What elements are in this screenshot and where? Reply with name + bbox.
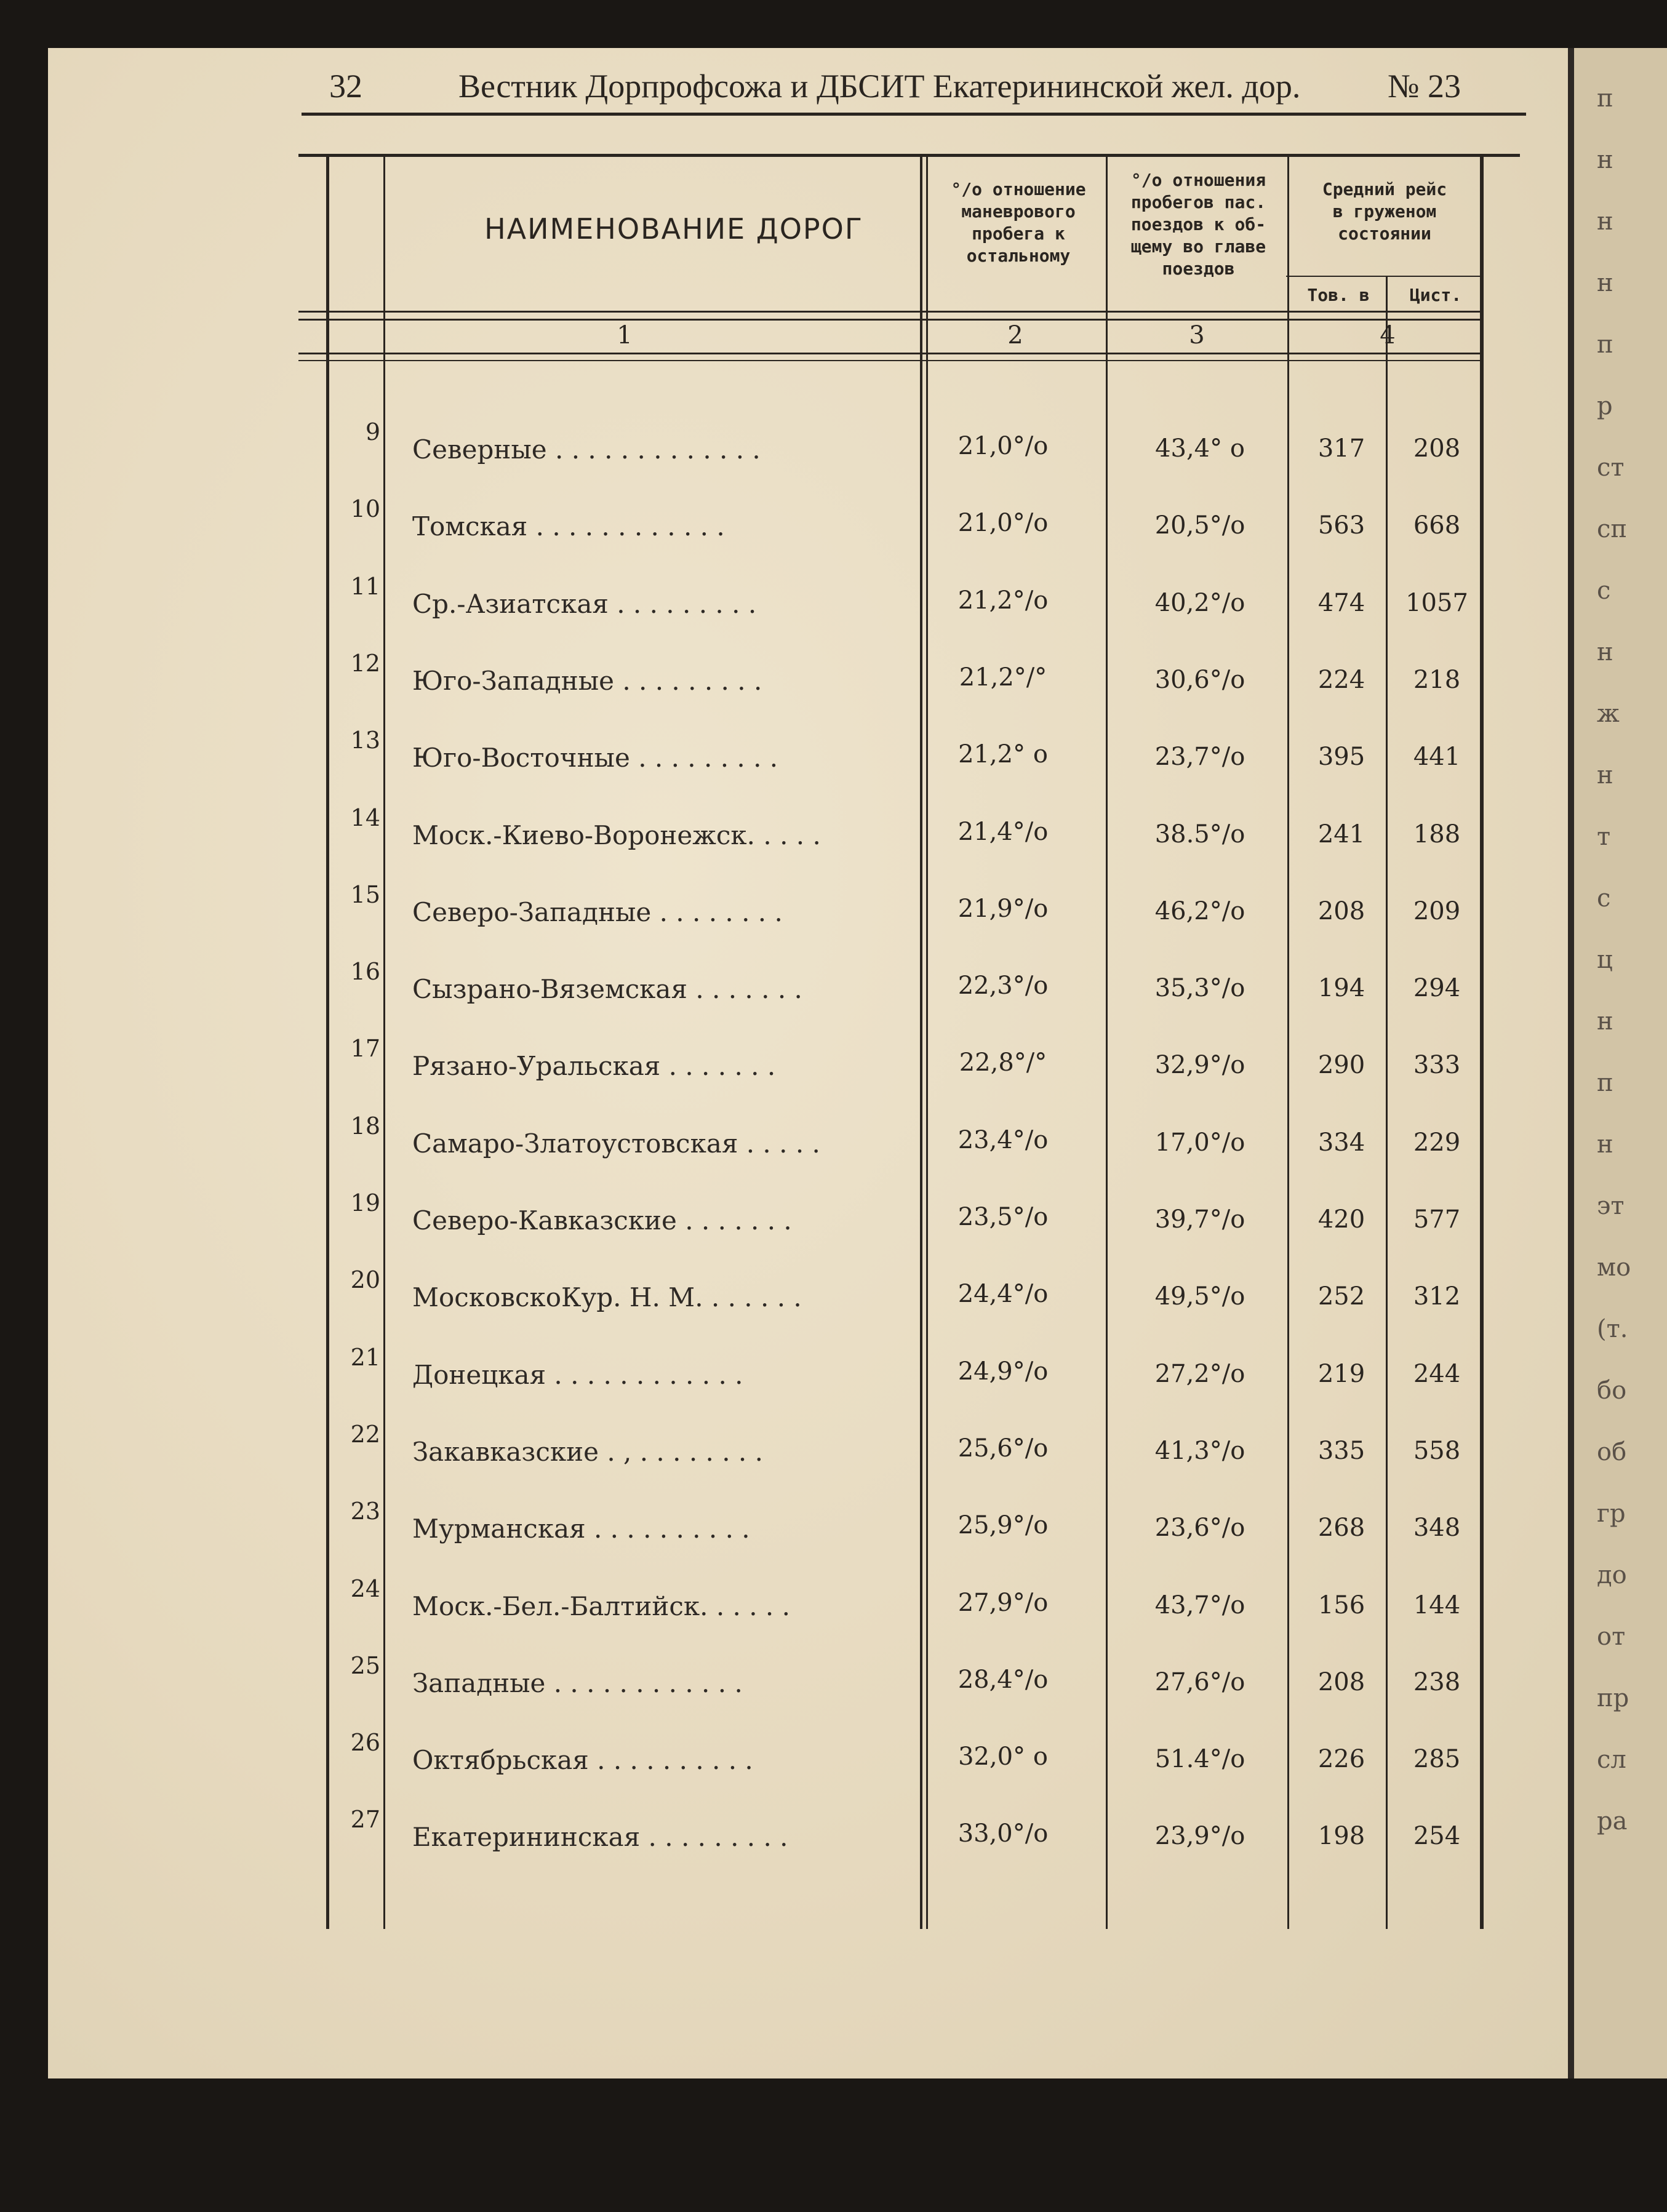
colnum-rule-2 — [298, 360, 1483, 361]
shunting-ratio: 21,2° о — [958, 740, 1048, 769]
spine-fragment: эт — [1597, 1192, 1625, 1220]
avg-trip-goods: 420 — [1317, 1205, 1365, 1234]
spine-fragment: до — [1597, 1561, 1627, 1589]
avg-trip-goods: 563 — [1317, 511, 1365, 540]
shunting-ratio: 24,9°/о — [957, 1357, 1049, 1386]
avg-trip-goods: 208 — [1317, 1667, 1365, 1696]
shunting-ratio: 33,0°/о — [957, 1819, 1049, 1848]
avg-trip-goods: 268 — [1317, 1514, 1365, 1543]
row-number: 21 — [350, 1343, 380, 1371]
row-number: 16 — [350, 958, 380, 986]
shunting-ratio: 21,0°/о — [957, 432, 1049, 460]
table-row — [0, 881, 1482, 958]
avg-trip-tank: 209 — [1413, 896, 1461, 925]
passenger-ratio: 32,9°/о — [1154, 1051, 1245, 1080]
passenger-ratio: 27,6°/о — [1154, 1667, 1245, 1696]
row-number: 14 — [350, 804, 380, 831]
road-name: Ср.-Азиатская . . . . . . . . . — [412, 588, 757, 619]
table-row — [0, 804, 1482, 881]
table-row — [0, 1498, 1482, 1575]
passenger-ratio: 20,5°/о — [1154, 511, 1245, 540]
passenger-ratio: 23,9°/о — [1154, 1822, 1245, 1851]
passenger-ratio: 43,7°/о — [1154, 1591, 1245, 1619]
passenger-ratio: 38.5°/о — [1154, 820, 1245, 848]
spine-fragment: п — [1597, 330, 1613, 359]
avg-trip-tank: 333 — [1413, 1051, 1461, 1080]
passenger-ratio: 27,2°/о — [1154, 1359, 1245, 1388]
header-rule — [302, 113, 1526, 116]
column-header-3-line: поездов к об- — [1130, 214, 1266, 234]
avg-trip-tank: 441 — [1413, 743, 1461, 772]
road-name: Северо-Западные . . . . . . . . — [412, 896, 783, 927]
avg-trip-tank: 144 — [1413, 1591, 1461, 1619]
road-name: Северные . . . . . . . . . . . . . — [412, 434, 761, 465]
row-number: 10 — [350, 495, 380, 523]
passenger-ratio: 39,7°/о — [1154, 1205, 1245, 1234]
table-row — [0, 418, 1482, 495]
row-number: 19 — [350, 1189, 380, 1216]
table-row — [0, 650, 1482, 727]
colnum-rule-1 — [298, 353, 1483, 354]
row-number: 23 — [350, 1498, 380, 1525]
passenger-ratio: 49,5°/о — [1154, 1282, 1245, 1311]
avg-trip-tank: 294 — [1413, 974, 1461, 1003]
spine-fragment: ж — [1597, 700, 1620, 728]
row-number: 9 — [365, 418, 380, 445]
row-number: 11 — [350, 572, 380, 600]
avg-trip-goods: 334 — [1317, 1128, 1365, 1157]
avg-trip-goods: 241 — [1317, 820, 1365, 848]
avg-trip-goods: 208 — [1317, 896, 1365, 925]
spine-fragment: т — [1597, 823, 1611, 851]
avg-trip-tank: 558 — [1413, 1436, 1461, 1465]
header-rule-2 — [298, 319, 1483, 321]
column-number-1: 1 — [617, 321, 633, 349]
avg-trip-goods: 226 — [1317, 1745, 1365, 1774]
spine-fragment: ра — [1597, 1807, 1628, 1835]
row-number: 12 — [350, 649, 380, 677]
road-name: Моск.-Бел.-Балтийск. . . . . . — [412, 1591, 790, 1621]
column-header-4-line: состоянии — [1338, 223, 1431, 244]
spine-fragment: р — [1597, 392, 1613, 420]
passenger-ratio: 40,2°/о — [1154, 588, 1245, 617]
shunting-ratio: 21,0°/о — [957, 509, 1049, 538]
column-header-4 — [1289, 178, 1480, 245]
road-name: Самаро-Златоустовская . . . . . — [412, 1128, 820, 1159]
road-name: Октябрьская . . . . . . . . . . — [412, 1745, 753, 1776]
avg-trip-tank: 244 — [1413, 1359, 1461, 1388]
shunting-ratio: 23,4°/о — [957, 1125, 1049, 1154]
column-header-4-line: в груженом — [1332, 201, 1437, 222]
road-name: Юго-Восточные . . . . . . . . . — [412, 743, 778, 773]
passenger-ratio: 35,3°/о — [1154, 974, 1245, 1003]
header-rule-1 — [298, 311, 1483, 313]
spine-fragment: н — [1597, 207, 1613, 236]
avg-trip-tank: 348 — [1413, 1514, 1461, 1543]
shunting-ratio: 28,4°/о — [957, 1665, 1049, 1694]
spine-fragment: н — [1597, 269, 1613, 297]
table-row — [0, 1189, 1482, 1266]
col4-sub-rule — [1286, 276, 1483, 277]
table-row — [0, 1575, 1482, 1652]
road-name: Томская . . . . . . . . . . . . — [412, 511, 725, 542]
spine-fragment: ц — [1597, 946, 1613, 974]
shunting-ratio: 21,2°/о — [957, 586, 1049, 615]
column-number-4: 4 — [1380, 321, 1396, 349]
row-number: 25 — [350, 1651, 380, 1679]
table-row — [0, 573, 1482, 650]
avg-trip-goods: 335 — [1317, 1436, 1365, 1465]
spine-fragment: пр — [1597, 1684, 1629, 1712]
spine-fragment: н — [1597, 1130, 1613, 1159]
column-header-name: НАИМЕНОВАНИЕ ДОРОГ — [484, 212, 863, 246]
spine-fragment: об — [1597, 1438, 1627, 1466]
passenger-ratio: 41,3°/о — [1154, 1436, 1245, 1465]
road-name: Северо-Кавказские . . . . . . . — [412, 1205, 792, 1236]
avg-trip-tank: 218 — [1413, 665, 1461, 694]
row-number: 22 — [350, 1420, 380, 1448]
road-name: Закавказские . , . . . . . . . . — [412, 1436, 763, 1467]
spine-fragment: п — [1597, 1069, 1613, 1097]
page-number: 32 — [329, 68, 362, 105]
shunting-ratio: 24,4°/о — [957, 1280, 1049, 1309]
spine-fragment: сл — [1597, 1746, 1626, 1774]
avg-trip-tank: 188 — [1413, 820, 1461, 848]
spine-fragment: мо — [1597, 1253, 1631, 1282]
row-number: 26 — [350, 1729, 380, 1757]
table-row — [0, 1344, 1482, 1421]
avg-trip-goods: 395 — [1317, 743, 1365, 772]
spine-fragment: от — [1597, 1623, 1626, 1651]
column-header-2-line: остальному — [966, 246, 1071, 266]
shunting-ratio: 27,9°/о — [957, 1588, 1049, 1617]
spine-fragment: н — [1597, 638, 1613, 666]
journal-title: Вестник Дорпрофсожа и ДБСИТ Екатерининской жел. дор. — [458, 68, 1301, 105]
passenger-ratio: 46,2°/о — [1154, 896, 1245, 925]
road-name: Донецкая . . . . . . . . . . . . — [412, 1359, 743, 1390]
passenger-ratio: 30,6°/о — [1154, 665, 1245, 694]
avg-trip-tank: 1057 — [1405, 588, 1468, 617]
shunting-ratio: 23,5°/о — [957, 1203, 1049, 1231]
road-name: Мурманская . . . . . . . . . . — [412, 1514, 750, 1544]
column-header-3 — [1108, 169, 1289, 280]
avg-trip-goods: 194 — [1317, 974, 1365, 1003]
row-number: 17 — [350, 1035, 380, 1063]
shunting-ratio: 21,4°/о — [957, 817, 1049, 846]
road-name: Западные . . . . . . . . . . . . — [412, 1667, 743, 1698]
column-header-3-line: пробегов пас. — [1130, 192, 1266, 212]
column-number-2: 2 — [1007, 321, 1023, 349]
running-header — [302, 65, 1489, 108]
table-row — [0, 495, 1482, 572]
avg-trip-tank: 254 — [1413, 1822, 1461, 1851]
avg-trip-goods: 252 — [1317, 1282, 1365, 1311]
road-name: Юго-Западные . . . . . . . . . — [412, 665, 762, 696]
table-row — [0, 1806, 1482, 1883]
spine-fragment: (т. — [1597, 1315, 1628, 1343]
avg-trip-goods: 224 — [1317, 665, 1365, 694]
spine-fragment: н — [1597, 1007, 1613, 1036]
spine-fragment: с — [1597, 577, 1611, 605]
spine-fragment: с — [1597, 884, 1611, 912]
avg-trip-tank: 238 — [1413, 1667, 1461, 1696]
column-header-3-line: °/о отношения — [1130, 170, 1266, 190]
avg-trip-tank: 285 — [1413, 1745, 1461, 1774]
row-number: 24 — [350, 1575, 380, 1602]
shunting-ratio: 32,0° о — [958, 1743, 1048, 1771]
column-header-2-line: маневрового — [961, 201, 1076, 222]
avg-trip-tank: 229 — [1413, 1128, 1461, 1157]
shunting-ratio: 22,3°/о — [957, 972, 1049, 1000]
passenger-ratio: 23,7°/о — [1154, 743, 1245, 772]
avg-trip-goods: 219 — [1317, 1359, 1365, 1388]
column-header-2-line: пробега к — [972, 223, 1065, 244]
spine-fragment: н — [1597, 761, 1613, 789]
avg-trip-goods: 474 — [1317, 588, 1365, 617]
passenger-ratio: 17,0°/о — [1154, 1128, 1245, 1157]
avg-trip-tank: 312 — [1413, 1282, 1461, 1311]
shunting-ratio: 25,9°/о — [957, 1511, 1049, 1540]
spine-fragment: сп — [1597, 515, 1628, 543]
spine-fragment: н — [1597, 146, 1613, 174]
row-number: 18 — [350, 1112, 380, 1140]
passenger-ratio: 51.4°/о — [1154, 1745, 1245, 1774]
spine-fragment: бо — [1597, 1376, 1627, 1405]
passenger-ratio: 23,6°/о — [1154, 1514, 1245, 1543]
row-number: 20 — [350, 1266, 380, 1294]
avg-trip-goods: 290 — [1317, 1051, 1365, 1080]
column-header-4-line: Средний рейс — [1322, 179, 1447, 199]
row-number: 27 — [350, 1806, 380, 1834]
column-header-3-line: щему во главе — [1130, 236, 1266, 257]
column-header-3-line: поездов — [1162, 258, 1235, 279]
shunting-ratio: 21,2°/° — [959, 663, 1047, 692]
spine-fragment: ст — [1597, 453, 1625, 482]
column-header-4b: Цист. — [1409, 285, 1462, 305]
road-name: Рязано-Уральская . . . . . . . — [412, 1051, 776, 1082]
avg-trip-goods: 198 — [1317, 1822, 1365, 1851]
road-name: Сызрано-Вяземская . . . . . . . — [412, 974, 802, 1005]
shunting-ratio: 21,9°/о — [957, 894, 1049, 923]
column-header-4a: Тов. в — [1307, 285, 1370, 305]
table-row — [0, 727, 1482, 804]
column-number-3: 3 — [1189, 321, 1205, 349]
issue-number: № 23 — [1388, 68, 1461, 105]
avg-trip-tank: 577 — [1413, 1205, 1461, 1234]
avg-trip-goods: 156 — [1317, 1591, 1365, 1619]
column-header-2 — [929, 178, 1108, 267]
table-row — [0, 1112, 1482, 1189]
avg-trip-goods: 317 — [1317, 434, 1365, 463]
table-row — [0, 1729, 1482, 1806]
spine-fragment: гр — [1597, 1499, 1626, 1528]
table-row — [0, 958, 1482, 1035]
road-name: Моск.-Киево-Воронежск. . . . . — [412, 820, 821, 850]
row-number: 13 — [350, 727, 380, 754]
row-number: 15 — [350, 880, 380, 908]
table-row — [0, 1266, 1482, 1343]
road-name: МосковскоКур. Н. М. . . . . . . — [412, 1282, 802, 1313]
road-name: Екатерининская . . . . . . . . . — [412, 1822, 788, 1853]
spine-fragment: п — [1597, 84, 1613, 113]
table-row — [0, 1652, 1482, 1729]
avg-trip-tank: 208 — [1413, 434, 1461, 463]
column-header-2-line: °/о отношение — [951, 179, 1086, 199]
passenger-ratio: 43,4° о — [1155, 434, 1245, 463]
shunting-ratio: 25,6°/о — [957, 1434, 1049, 1463]
shunting-ratio: 22,8°/° — [959, 1048, 1047, 1077]
table-top-rule — [298, 154, 1520, 157]
avg-trip-tank: 668 — [1413, 511, 1461, 540]
adjacent-page-text — [1597, 74, 1658, 1858]
table-row — [0, 1035, 1482, 1112]
table-row — [0, 1421, 1482, 1498]
